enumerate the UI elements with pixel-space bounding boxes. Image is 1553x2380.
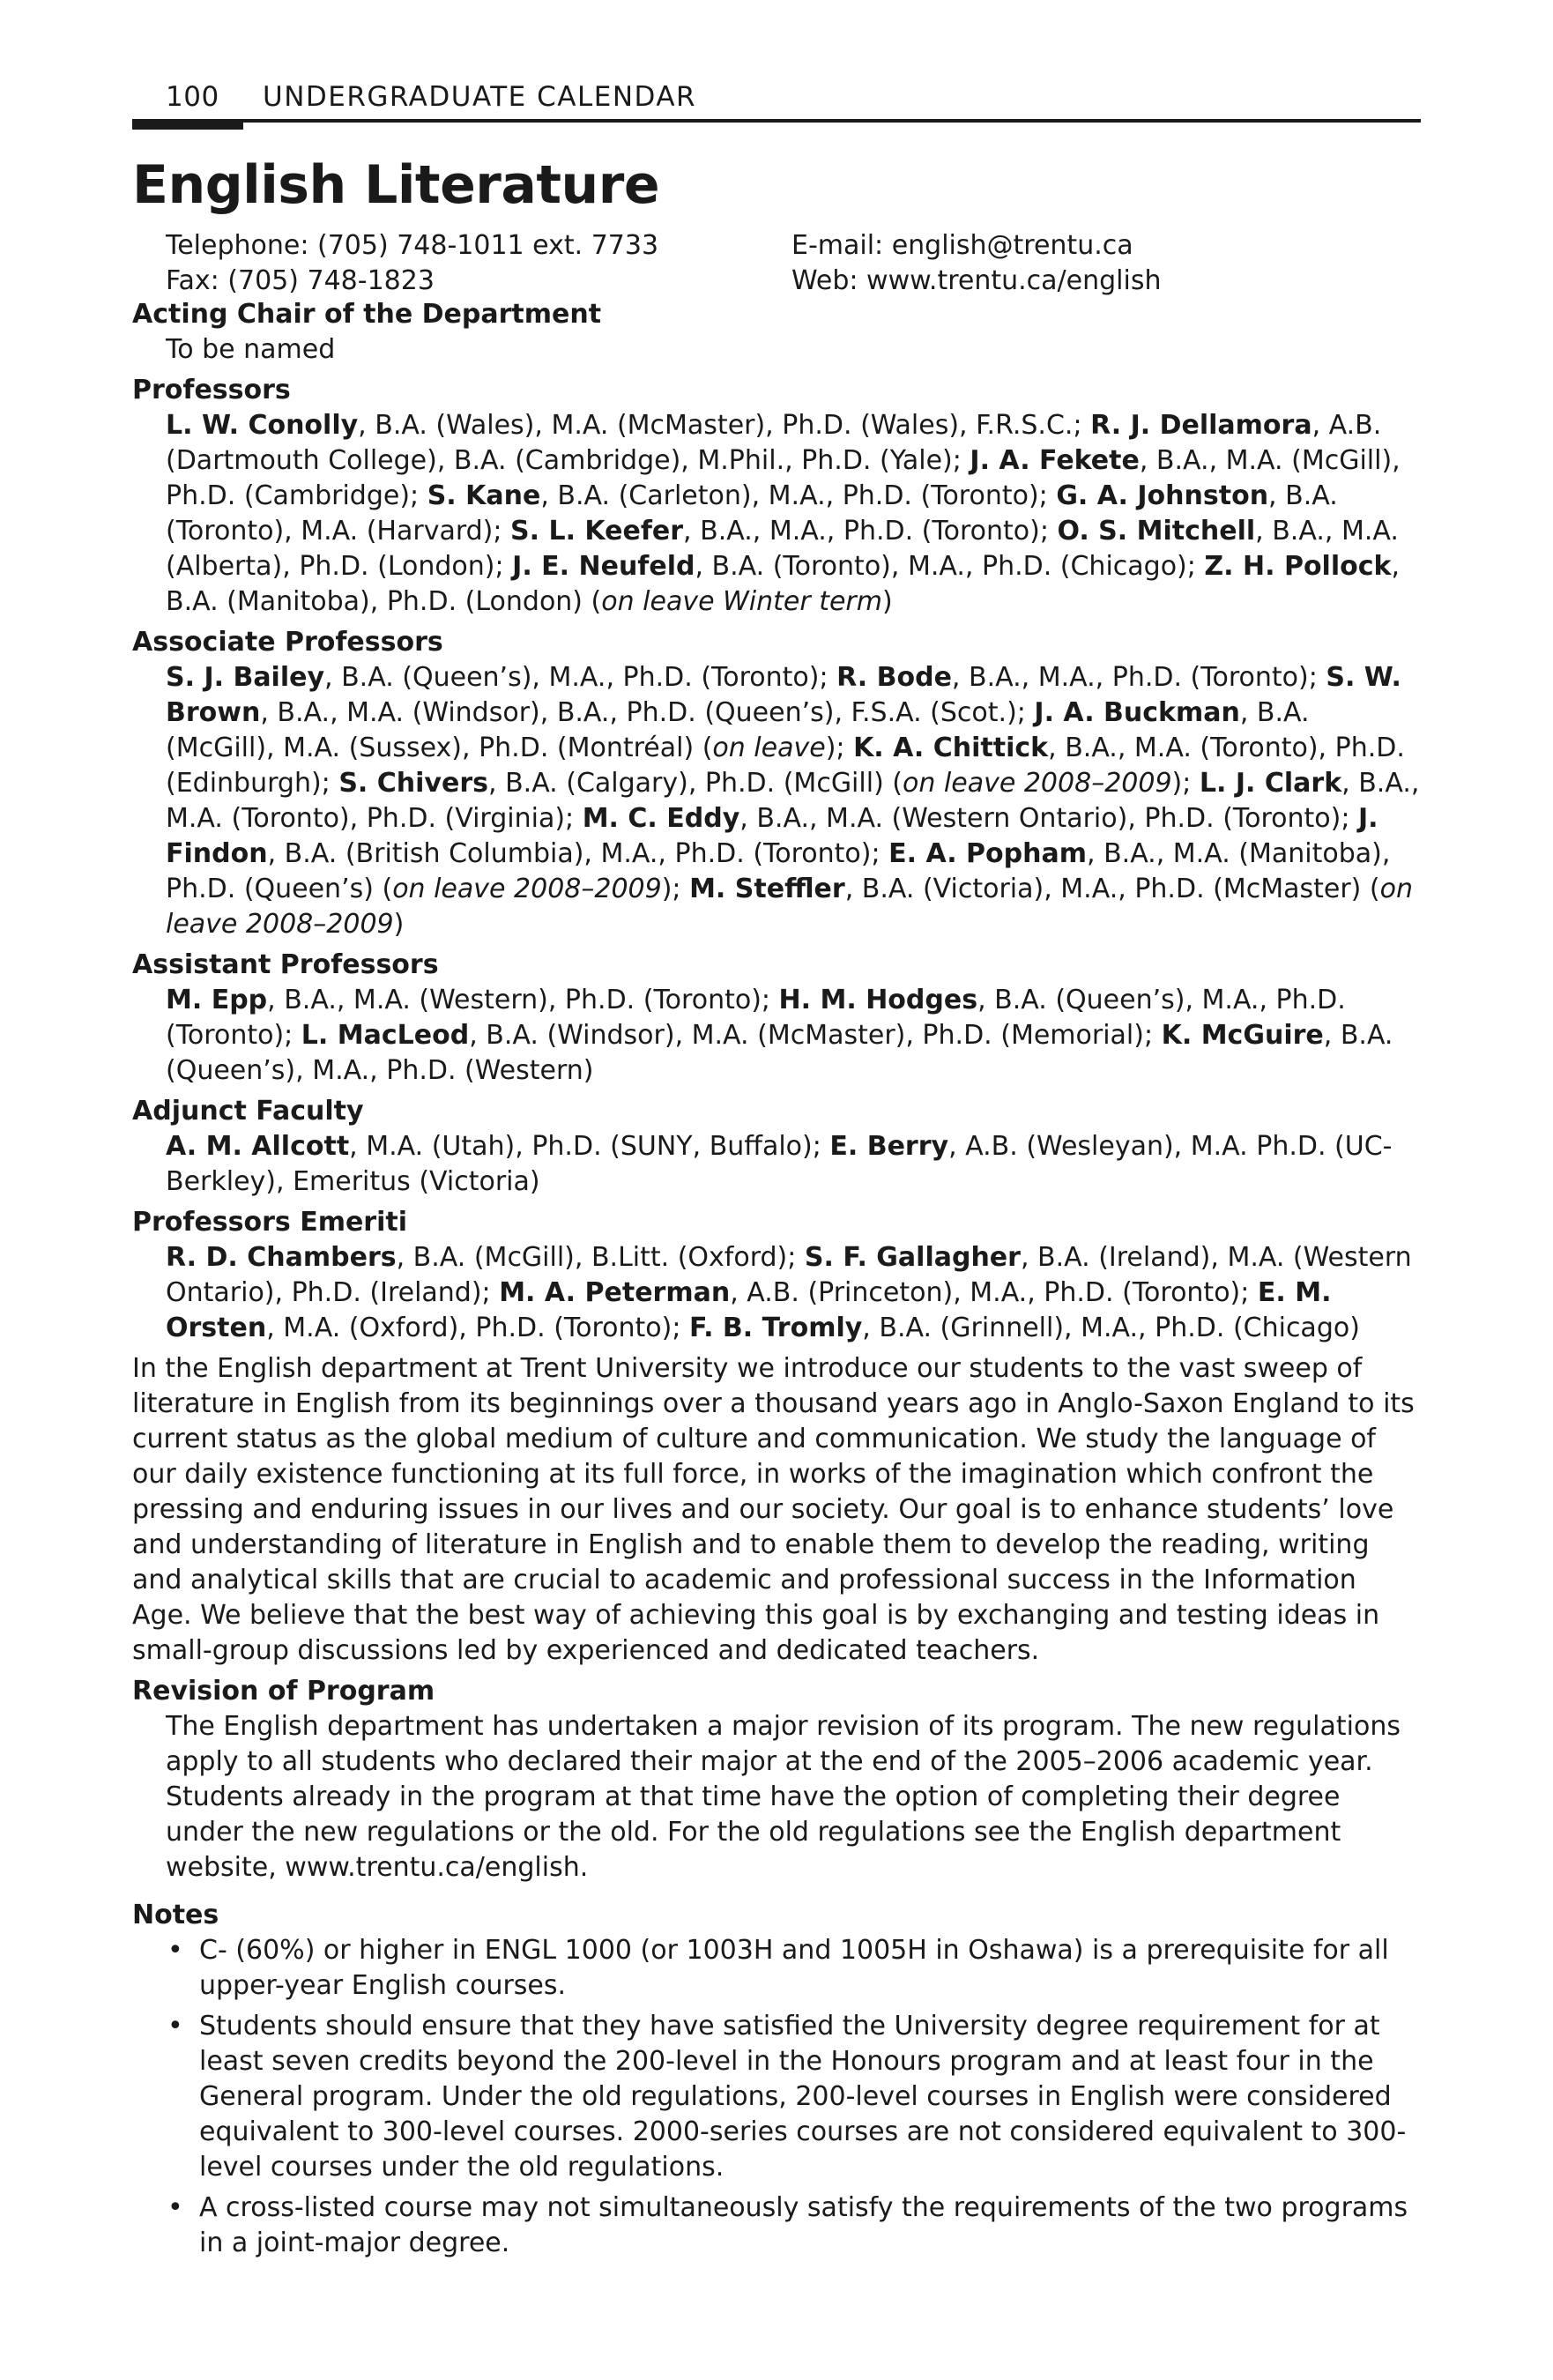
note-item: • A cross-listed course may not simultaneously satisfy the requirements of the two programs in a joint-major degree.: [166, 2190, 1421, 2261]
faculty-name: E. Berry: [829, 1131, 949, 1162]
faculty-name: R. D. Chambers: [166, 1242, 397, 1273]
adjunct-faculty-heading: Adjunct Faculty: [132, 1096, 364, 1127]
faculty-name: M. A. Peterman: [499, 1277, 731, 1308]
faculty-name: G. A. Johnston: [1056, 480, 1269, 511]
faculty-credentials: , B.A. (Ireland), M.A. (Western Ontario), Ph.D. (Ireland);: [166, 1242, 1412, 1308]
faculty-name: L. MacLeod: [301, 1020, 470, 1051]
adjunct-faculty-section: [132, 1094, 1421, 1200]
notes-list: [132, 1933, 1421, 2261]
assistant-professors-section: [132, 948, 1421, 1089]
email-address: E-mail: english@trentu.ca: [791, 230, 1133, 261]
note-item: • C- (60%) or higher in ENGL 1000 (or 1003H and 1005H in Oshawa) is a prerequisite for all upper-year English courses.: [166, 1933, 1421, 2004]
leave-note: on leave 2008–2009: [392, 874, 662, 904]
running-header: [132, 81, 1421, 122]
faculty-credentials: , B.A., M.A. (McGill), Ph.D. (Cambridge);: [166, 445, 1401, 511]
telephone: Telephone: (705) 748-1011 ext. 7733: [166, 230, 659, 261]
professors-emeriti-heading: Professors Emeriti: [132, 1207, 408, 1238]
professors-emeriti-list: [166, 1240, 1421, 1346]
faculty-credentials: );: [1171, 768, 1200, 799]
web-address: Web: www.trentu.ca/english: [791, 265, 1162, 296]
faculty-credentials: , B.A. (Queen’s), M.A., Ph.D. (Western): [166, 1020, 1393, 1086]
faculty-credentials: , B.A., M.A. (Toronto), Ph.D. (Virginia);: [166, 768, 1420, 834]
revision-text: The English department has undertaken a major revision of its program. The new regulations apply to all students who declared their major at the end of the 2005–2006 academic year. Students already in the program at that time have the option of completing their degree under the new regulations or the old. For the old regulations see the English department website, www.trentu.ca/english.: [166, 1711, 1401, 1883]
header-tab-bar: [132, 119, 243, 130]
faculty-name: E. A. Popham: [888, 838, 1087, 869]
faculty-name: A. M. Allcott: [166, 1131, 350, 1162]
fax: Fax: (705) 748-1823: [166, 265, 435, 296]
page-body: [132, 297, 1421, 2266]
faculty-credentials: , B.A. (Carleton), M.A., Ph.D. (Toronto);: [540, 480, 1057, 511]
faculty-credentials: , B.A. (Calgary), Ph.D. (McGill) (: [488, 768, 903, 799]
faculty-name: K. McGuire: [1161, 1020, 1324, 1051]
faculty-credentials: , B.A. (Queen’s), M.A., Ph.D. (Toronto);: [324, 662, 837, 693]
faculty-name: E. M. Orsten: [166, 1277, 1332, 1343]
note-item: • Students should ensure that they have satisfied the University degree requirement for at least seven credits beyond the 200-level in the Honours program and at least four in the General program. Under the old regulations, 200-level courses in English were considered equivalent to 300-level courses. 2000-series courses are not considered equivalent to 300-level courses under the old regulations.: [166, 2009, 1421, 2185]
acting-chair-section: [132, 297, 1421, 368]
assistant-professors-list: [166, 983, 1421, 1089]
faculty-name: K. A. Chittick: [853, 733, 1049, 763]
faculty-credentials: );: [661, 874, 690, 904]
faculty-credentials: , B.A., M.A. (Western Ontario), Ph.D. (Toronto);: [739, 803, 1358, 834]
intro-paragraph: In the English department at Trent University we introduce our students to the vast sweep of literature in English from its beginnings over a thousand years ago in Anglo-Saxon England to its current status as the global medium of culture and communication. We study the language of our daily existence functioning at its full force, in works of the imagination which confront the pressing and enduring issues in our lives and our society. Our goal is to enhance students’ love and understanding of literature in English and to enable them to develop the reading, writing and analytical skills that are crucial to academic and professional success in the Information Age. We believe that the best way of achieving this goal is by exchanging and testing ideas in small-group discussions led by experienced and dedicated teachers.: [132, 1353, 1415, 1666]
faculty-name: S. J. Bailey: [166, 662, 325, 693]
faculty-name: O. S. Mitchell: [1057, 516, 1256, 547]
faculty-credentials: );: [825, 733, 854, 763]
page-title: English Literature: [132, 154, 660, 216]
faculty-credentials: ): [393, 909, 405, 940]
faculty-credentials: , B.A. (Wales), M.A. (McMaster), Ph.D. (Wales), F.R.S.C.;: [358, 410, 1091, 441]
revision-section: [132, 1674, 1421, 1885]
faculty-credentials: , B.A. (Toronto), M.A., Ph.D. (Chicago);: [695, 551, 1205, 582]
professors-section: [132, 373, 1421, 620]
notes-heading: Notes: [132, 1900, 219, 1930]
faculty-credentials: , B.A. (Grinnell), M.A., Ph.D. (Chicago): [862, 1313, 1360, 1343]
faculty-name: J. A. Fekete: [970, 445, 1140, 476]
faculty-name: J. E. Neufeld: [512, 551, 695, 582]
faculty-credentials: , B.A. (Manitoba), Ph.D. (London) (: [166, 551, 1401, 617]
faculty-credentials: , B.A., M.A., Ph.D. (Toronto);: [951, 662, 1326, 693]
faculty-name: L. W. Conolly: [166, 410, 359, 441]
leave-note: on leave: [712, 733, 826, 763]
faculty-credentials: , B.A., M.A. (Alberta), Ph.D. (London);: [166, 516, 1399, 582]
professors-heading: Professors: [132, 375, 291, 405]
faculty-name: M. C. Eddy: [582, 803, 740, 834]
faculty-name: L. J. Clark: [1199, 768, 1342, 799]
leave-note: on leave 2008–2009: [903, 768, 1172, 799]
faculty-credentials: , B.A., M.A. (Windsor), B.A., Ph.D. (Queen’s), F.S.A. (Scot.);: [260, 697, 1035, 728]
header-rule: [132, 119, 1421, 123]
faculty-name: F. B. Tromly: [688, 1313, 863, 1343]
faculty-name: S. Chivers: [338, 768, 488, 799]
faculty-name: S. L. Keefer: [510, 516, 684, 547]
faculty-credentials: , B.A. (McGill), B.Litt. (Oxford);: [396, 1242, 805, 1273]
faculty-credentials: , B.A., M.A. (Western), Ph.D. (Toronto);: [267, 985, 779, 1015]
faculty-credentials: , B.A., M.A. (Toronto), Ph.D. (Edinburgh);: [166, 733, 1405, 799]
faculty-credentials: , A.B. (Dartmouth College), B.A. (Cambridge), M.Phil., Ph.D. (Yale);: [166, 410, 1382, 476]
faculty-credentials: , B.A. (Queen’s), M.A., Ph.D. (Toronto);: [166, 985, 1346, 1051]
faculty-name: J. A. Buckman: [1034, 697, 1240, 728]
faculty-name: S. W. Brown: [166, 662, 1401, 728]
faculty-name: M. Epp: [166, 985, 268, 1015]
faculty-credentials: , B.A., M.A., Ph.D. (Toronto);: [683, 516, 1058, 547]
faculty-credentials: ): [881, 586, 893, 617]
revision-heading: Revision of Program: [132, 1676, 435, 1707]
leave-note: on leave Winter term: [601, 586, 882, 617]
faculty-credentials: , B.A. (Toronto), M.A. (Harvard);: [166, 480, 1338, 547]
page-number: 100: [166, 81, 219, 113]
faculty-name: M. Steffler: [689, 874, 845, 904]
adjunct-faculty-list: [166, 1129, 1421, 1200]
faculty-name: S. Kane: [427, 480, 541, 511]
leave-note: on leave 2008–2009: [166, 874, 1413, 940]
faculty-credentials: , B.A. (British Columbia), M.A., Ph.D. (Toronto);: [267, 838, 889, 869]
associate-professors-heading: Associate Professors: [132, 627, 443, 658]
acting-chair-heading: Acting Chair of the Department: [132, 299, 602, 330]
faculty-credentials: , B.A., M.A. (Manitoba), Ph.D. (Queen’s) (: [166, 838, 1391, 904]
associate-professors-list: [166, 660, 1421, 942]
professors-emeriti-section: [132, 1205, 1421, 1346]
faculty-credentials: , A.B. (Wesleyan), M.A. Ph.D. (UC-Berkley), Emeritus (Victoria): [166, 1131, 1393, 1197]
faculty-credentials: , B.A. (Victoria), M.A., Ph.D. (McMaster) (: [844, 874, 1380, 904]
faculty-credentials: , M.A. (Utah), Ph.D. (SUNY, Buffalo);: [349, 1131, 830, 1162]
faculty-credentials: , M.A. (Oxford), Ph.D. (Toronto);: [266, 1313, 689, 1343]
notes-section: [132, 1898, 1421, 2261]
faculty-name: Z. H. Pollock: [1204, 551, 1392, 582]
faculty-name: J. Findon: [166, 803, 1378, 869]
faculty-name: R. J. Dellamora: [1090, 410, 1312, 441]
running-title: UNDERGRADUATE CALENDAR: [263, 81, 697, 113]
faculty-credentials: , B.A. (McGill), M.A. (Sussex), Ph.D. (Montréal) (: [166, 697, 1310, 763]
faculty-name: R. Bode: [836, 662, 952, 693]
professors-list: [166, 408, 1421, 620]
acting-chair-text: To be named: [166, 334, 336, 365]
assistant-professors-heading: Assistant Professors: [132, 949, 439, 980]
faculty-credentials: , A.B. (Princeton), M.A., Ph.D. (Toronto);: [730, 1277, 1258, 1308]
faculty-name: S. F. Gallagher: [804, 1242, 1021, 1273]
associate-professors-section: [132, 625, 1421, 942]
faculty-name: H. M. Hodges: [778, 985, 978, 1015]
faculty-credentials: , B.A. (Windsor), M.A. (McMaster), Ph.D. (Memorial);: [469, 1020, 1162, 1051]
